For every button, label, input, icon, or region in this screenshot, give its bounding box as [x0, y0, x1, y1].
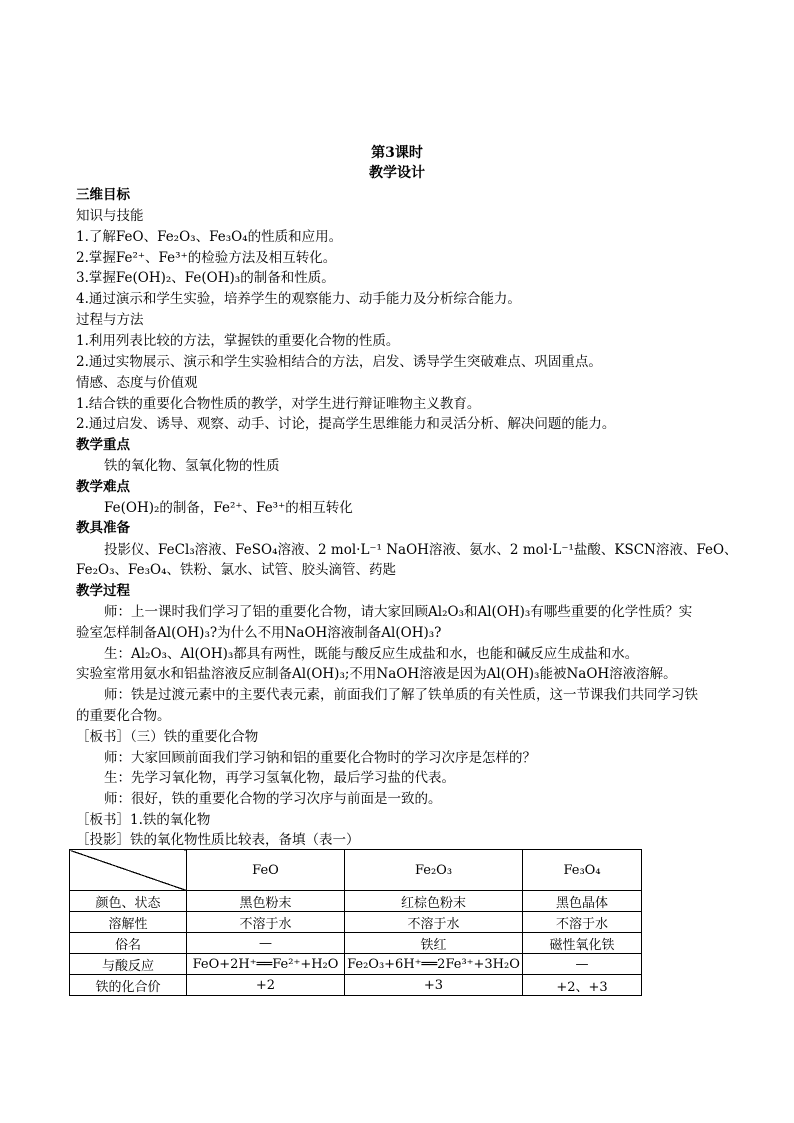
table-cell: FeO+2H⁺══Fe²⁺+H₂O: [187, 954, 345, 975]
table-header-cell: Fe₃O₄: [523, 850, 642, 891]
table-header-cell: FeO: [187, 850, 345, 891]
teacher-question-2: 师：大家回顾前面我们学习钠和铝的重要化合物时的学习次序是怎样的？: [104, 750, 536, 766]
student-answer-line-2: 实验室常用氨水和铝盐溶液反应制备Al(OH)₃;不用NaOH溶液是因为Al(OH)₃能被NaOH溶液溶解。: [76, 666, 677, 682]
table-cell: 不溶于水: [345, 912, 523, 933]
table-row: [70, 954, 642, 975]
key-points-text: 铁的氧化物、氢氧化物的性质: [104, 458, 280, 474]
table-row: [70, 891, 642, 912]
emotion-item-1: 1.结合铁的重要化合物性质的教学，对学生进行辩证唯物主义教育。: [76, 396, 481, 412]
table-cell: 黑色晶体: [523, 891, 642, 912]
table-row: [70, 933, 642, 954]
table-cell: +3: [345, 975, 523, 996]
difficulties-text: Fe(OH)₂的制备，Fe²⁺、Fe³⁺的相互转化: [104, 500, 353, 516]
student-answer-2: 生：先学习氧化物，再学习氢氧化物，最后学习盐的代表。: [104, 770, 455, 786]
emotion-item-2: 2.通过启发、诱导、观察、动手、讨论，提高学生思维能力和灵活分析、解决问题的能力。: [76, 416, 616, 432]
process-item-2: 2.通过实物展示、演示和学生实验相结合的方法，启发、诱导学生突破难点、巩固重点。: [76, 354, 602, 370]
materials-line-2: Fe₂O₃、Fe₃O₄、铁粉、氯水、试管、胶头滴管、药匙: [76, 562, 397, 578]
table-header-row: [70, 850, 642, 891]
difficulties-heading: 教学难点: [76, 479, 130, 495]
student-answer-line-1: 生：Al₂O₃、Al(OH)₃都具有两性，既能与酸反应生成盐和水，也能和碱反应生成盐和水。: [104, 646, 639, 662]
iron-oxides-comparison-table: [69, 849, 642, 996]
document-subtitle: 教学设计: [369, 165, 425, 181]
table-cell: —: [523, 954, 642, 975]
table-cell: 磁性氧化铁: [523, 933, 642, 954]
table-cell: Fe₂O₃+6H⁺══2Fe³⁺+3H₂O: [345, 954, 523, 975]
table-row-label: 铁的化合价: [70, 975, 187, 996]
emotion-subheading: 情感、态度与价值观: [76, 375, 198, 391]
table-row-label: 溶解性: [70, 912, 187, 933]
table-cell: +2: [187, 975, 345, 996]
lesson-title: 第3课时: [371, 145, 423, 161]
table-row-label: 俗名: [70, 933, 187, 954]
table-cell: 黑色粉末: [187, 891, 345, 912]
table-cell: 不溶于水: [523, 912, 642, 933]
table-header-cell: Fe₂O₃: [345, 850, 523, 891]
knowledge-item-4: 4.通过演示和学生实验，培养学生的观察能力、动手能力及分析综合能力。: [76, 291, 521, 307]
teacher-question-line-2: 验室怎样制备Al(OH)₃?为什么不用NaOH溶液制备Al(OH)₃?: [76, 625, 442, 641]
teacher-question-line-1: 师：上一课时我们学习了铝的重要化合物，请大家回顾Al₂O₃和Al(OH)₃有哪些重要的化学性质？实: [104, 604, 693, 620]
teacher-intro-line-2: 的重要化合物。: [76, 708, 171, 724]
table-cell: 铁红: [345, 933, 523, 954]
board-note-2: ［板书］1.铁的氧化物: [76, 812, 211, 828]
knowledge-subheading: 知识与技能: [76, 208, 144, 224]
process-subheading: 过程与方法: [76, 312, 144, 328]
knowledge-item-1: 1.了解FeO、Fe₂O₃、Fe₃O₄的性质和应用。: [76, 229, 343, 245]
teacher-response: 师：很好，铁的重要化合物的学习次序与前面是一致的。: [104, 791, 442, 807]
table-cell: +2、+3: [523, 975, 642, 996]
table-row-label: 颜色、状态: [70, 891, 187, 912]
knowledge-item-2: 2.掌握Fe²⁺、Fe³⁺的检验方法及相互转化。: [76, 250, 337, 266]
table-corner-cell: [70, 850, 187, 891]
table-cell: 不溶于水: [187, 912, 345, 933]
board-note-1: ［板书］（三）铁的重要化合物: [76, 729, 259, 745]
projection-note: ［投影］铁的氧化物性质比较表，备填（表一）: [76, 832, 360, 848]
process-item-1: 1.利用列表比较的方法，掌握铁的重要化合物的性质。: [76, 333, 400, 349]
table-cell: —: [187, 933, 345, 954]
teaching-process-heading: 教学过程: [76, 583, 130, 599]
key-points-heading: 教学重点: [76, 437, 130, 453]
materials-line-1: 投影仪、FeCl₃溶液、FeSO₄溶液、2 mol·L⁻¹ NaOH溶液、氨水、2 mol·L⁻¹盐酸、KSCN溶液、FeO、: [104, 542, 738, 558]
table-row: [70, 912, 642, 933]
teacher-intro-line-1: 师：铁是过渡元素中的主要代表元素，前面我们了解了铁单质的有关性质，这一节课我们共同学习铁: [104, 687, 698, 703]
table-row-label: 与酸反应: [70, 954, 187, 975]
knowledge-item-3: 3.掌握Fe(OH)₂、Fe(OH)₃的制备和性质。: [76, 270, 335, 286]
materials-heading: 教具准备: [76, 520, 130, 536]
goals-heading: 三维目标: [76, 187, 130, 203]
table-cell: 红棕色粉末: [345, 891, 523, 912]
table-row: [70, 975, 642, 996]
